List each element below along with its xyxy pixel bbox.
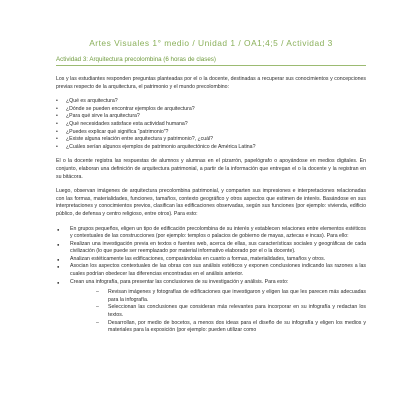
page-title: Artes Visuales 1° medio / Unidad 1 / OA1;4;5 / Actividad 3 xyxy=(89,38,333,48)
question-item: • ¿Existe alguna relación entre arquitectura y patrimonio?, ¿cuál? xyxy=(56,136,366,144)
substeps-list xyxy=(70,289,366,335)
step-item: ● En grupos pequeños, eligen un tipo de edificación precolombina de su interés y establecen relaciones entre elementos estéticos y contextuales de las construcciones (por ejemplo: templos o palacios de gobierno de mayas, aztecas e incas). Para ello: xyxy=(56,226,366,241)
question-item: • ¿Qué es arquitectura? xyxy=(56,98,366,106)
step-text: Crean una infografía, para presentar las conclusiones de su investigación y análisis. Para esto: xyxy=(70,278,289,285)
intro-paragraph: Los y las estudiantes responden preguntas planteadas por el o la docente, destinadas a recuperar sus conocimientos y concepciones previas respecto de la arquitectura, el patrimonio y el mundo precolombino: xyxy=(56,76,366,90)
substep-item: – Revisan imágenes y fotografías de edificaciones que investigaron y eligen las que les parecen más adecuadas para la infografía. xyxy=(70,289,366,304)
teacher-paragraph: El o la docente registra las respuestas de alumnos y alumnas en el pizarrón, papelógrafo o apoyándose en medios digitales. En conjunto, elaboran una definición de arquitectura patrimonial, a partir de la información que entregan el o la docente y la registran en su bitácora. xyxy=(56,158,366,180)
step-item: ● Realizan una investigación previa en textos o fuentes web, acerca de ellas, sus características sociales y geográficas de cada civilización (lo que puede ser reemplazado por material informativo elaborado por el o la docente). xyxy=(56,241,366,256)
step-item: ● Asocian los aspectos contextuales de las obras con sus análisis estéticos y exponen conclusiones indicando las razones a las cuales podrían obedecer las diferencias encontradas en el análisis anterior. xyxy=(56,263,366,278)
question-item: • ¿Puedes explicar qué significa “patrimonio”? xyxy=(56,129,366,137)
observation-paragraph: Luego, observan imágenes de arquitectura precolombina patrimonial, y comparten sus impresiones e interpretaciones relacionadas con las formas, materialidades, funciones, tamaños, contexto geográfico y otros aspectos que estimen de interés. Basándose en sus interpretaciones y conocimientos previos, clasifican las edificaciones observadas, según sus funciones (por ejemplo: vivienda, edificio público, de defensa y centro religioso, entre otros). Para esto: xyxy=(56,188,366,217)
question-item: • ¿Qué necesidades satisface esta actividad humana? xyxy=(56,121,366,129)
question-list xyxy=(56,98,366,151)
steps-list xyxy=(56,226,366,335)
step-item: ● Analizan estéticamente las edificaciones, comparándolas en cuanto a formas, materialidades, tamaños y otros. xyxy=(56,256,366,264)
question-item: • ¿Dónde se pueden encontrar ejemplos de arquitectura? xyxy=(56,106,366,114)
substep-item: – Seleccionan las conclusiones que consideran más relevantes para incorporar en su infografía y redactan los textos. xyxy=(70,304,366,319)
question-item: • ¿Cuáles serían algunos ejemplos de patrimonio arquitectónico de América Latina? xyxy=(56,144,366,152)
step-item xyxy=(56,279,366,335)
activity-subtitle: Actividad 3: Arquitectura precolombina (6 horas de clases) xyxy=(56,56,366,66)
substep-item: – Desarrollan, por medio de bocetos, a menos dos ideas para el diseño de su infografía y eligen los medios y materiales para la exposición (por ejemplo: pueden utilizar como xyxy=(70,320,366,335)
question-item: • ¿Para qué sirve la arquitectura? xyxy=(56,113,366,121)
